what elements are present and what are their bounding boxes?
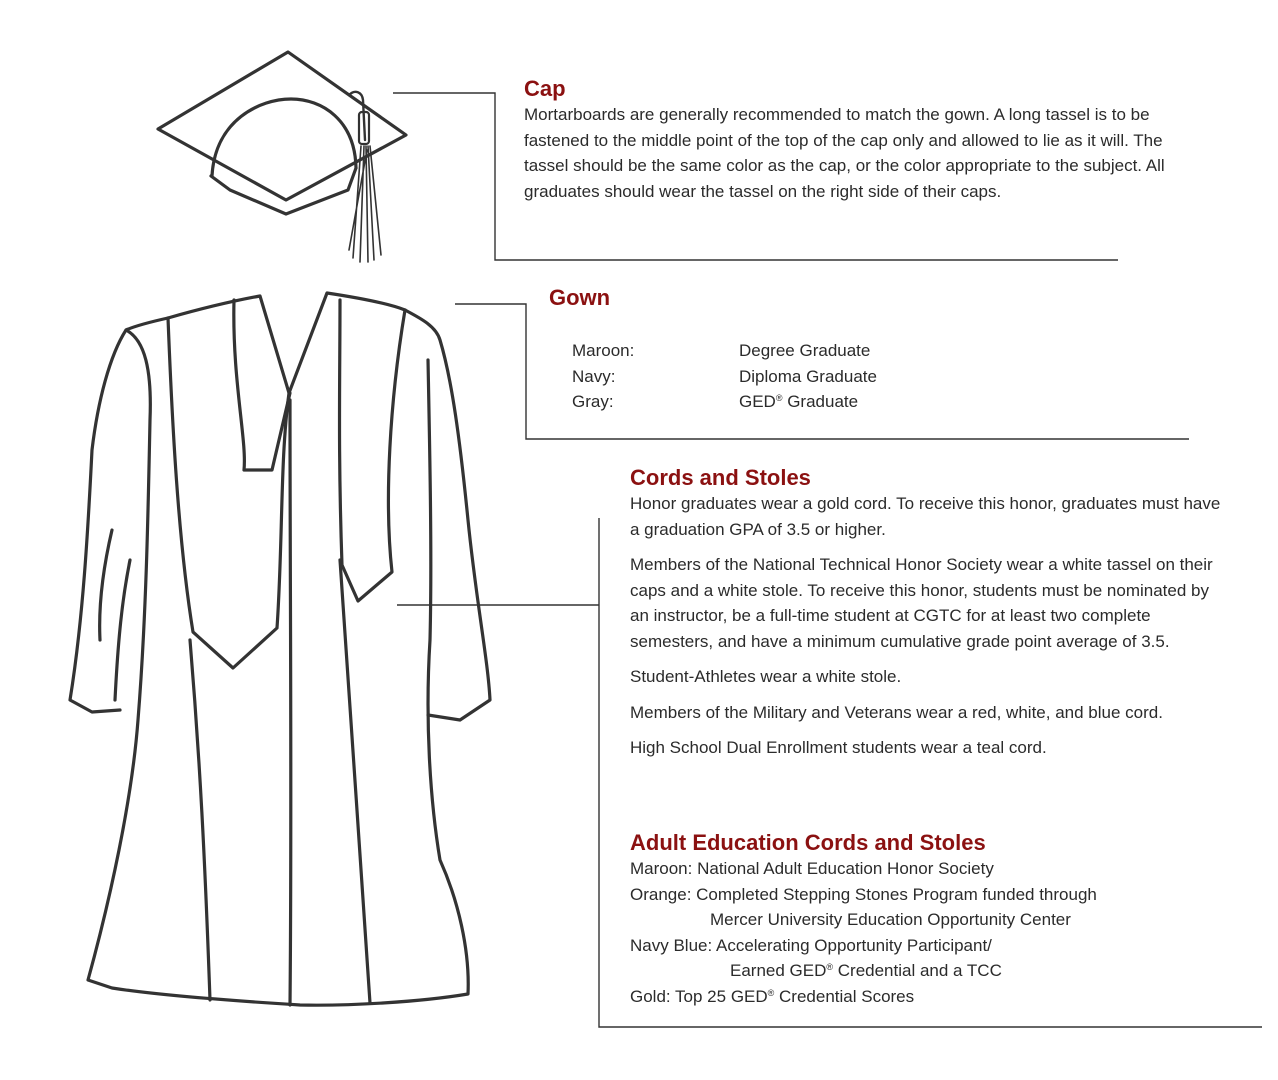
cords-title: Cords and Stoles [630,465,811,490]
gown-title: Gown [549,285,611,310]
gown-type: Degree Graduate [739,341,871,360]
registered-mark: ® [775,393,783,403]
gown-table [549,338,1049,415]
cap-drawing [158,52,406,262]
adult-line: Maroon: National Adult Education Honor Society [630,859,994,878]
cords-paragraph: Members of the Military and Veterans wear a red, white, and blue cord. [630,702,1163,722]
gown-type: Diploma Graduate [739,366,877,386]
gown-type: GED® Graduate [739,392,859,411]
gown-row [572,364,1049,390]
registered-mark: ® [826,962,834,972]
gown-section [549,285,1049,415]
cap-section [524,76,1174,204]
gown-drawing [70,293,490,1005]
adult-line: Mercer University Education Opportunity Center [710,910,1071,929]
adult-section [630,830,1250,1009]
registered-mark: ® [767,987,775,998]
gown-row [572,389,1049,415]
adult-line: Orange: Completed Stepping Stones Program funded through [630,884,1097,904]
cords-section [630,465,1230,761]
gown-color: Gray: [572,392,614,411]
cords-paragraph: High School Dual Enrollment students wear a teal cord. [630,738,1047,757]
gown-row [572,338,1049,364]
cords-paragraph: Honor graduates wear a gold cord. To receive this honor, graduates must have a graduation GPA of 3.5 or higher. [630,494,1221,539]
cords-paragraph: Student-Athletes wear a white stole. [630,667,902,686]
gown-color: Navy: [572,366,616,386]
cap-description: Mortarboards are generally recommended to match the gown. A long tassel is to be fastened to the middle point of the top of the cap only and allowed to lie as it will. The tassel should be the same color as the cap, or the color appropriate to the subject. All graduates should wear the tassel on the right side of their caps. [524,105,1165,201]
adult-line: Earned GED® Credential and a TCC [730,961,1002,980]
adult-line: Gold: Top 25 GED® Credential Scores [630,986,915,1006]
adult-line: Navy Blue: Accelerating Opportunity Participant/ [630,935,992,955]
cords-paragraph: Members of the National Technical Honor Society wear a white tassel on their caps and a white stole. To receive this honor, students must be nominated by an instructor, be a full-time student at CGTC for at least two complete semesters, and have a minimum cumulative grade point average of 3.5. [630,555,1213,651]
gown-color: Maroon: [572,341,635,360]
adult-title: Adult Education Cords and Stoles [630,830,986,855]
cap-title: Cap [524,76,566,101]
